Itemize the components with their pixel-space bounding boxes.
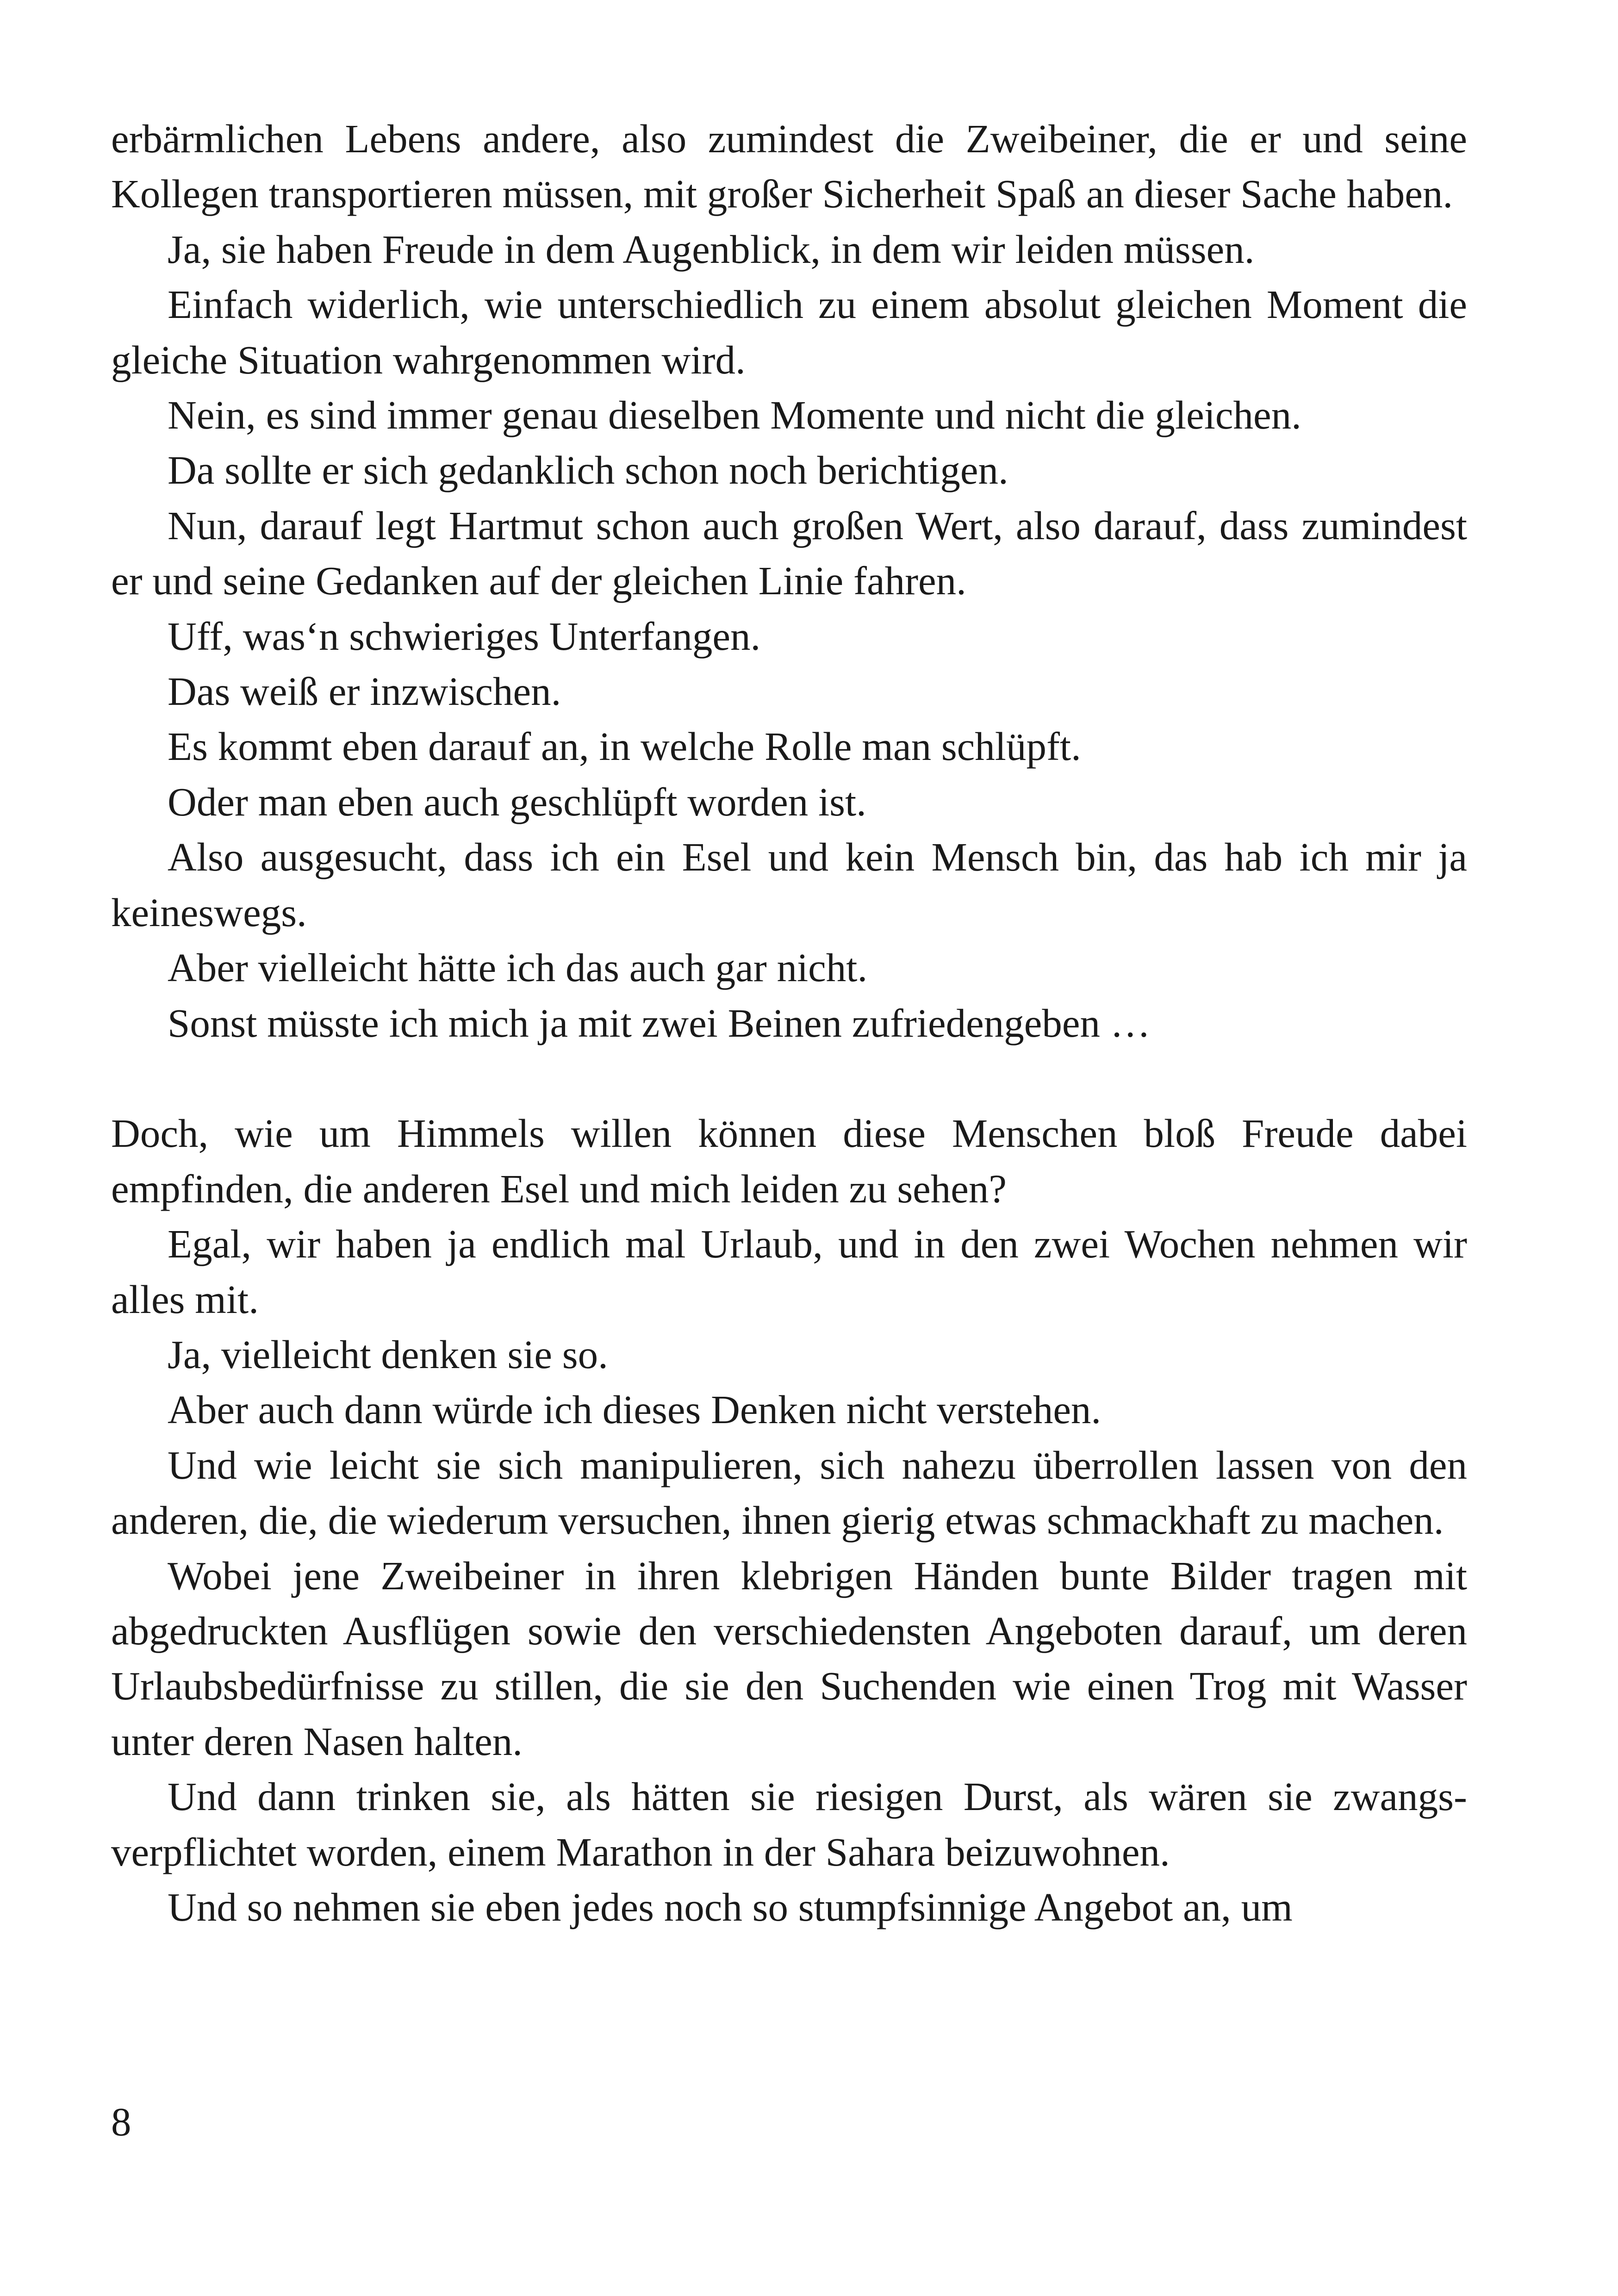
paragraph: Also ausgesucht, dass ich ein Esel und kein Mensch bin, das hab ich mir ja keineswegs. bbox=[111, 834, 1467, 935]
page-number: 8 bbox=[111, 2099, 131, 2144]
paragraph: Oder man eben auch geschlüpft worden ist. bbox=[168, 779, 866, 824]
paragraph: Und dann trinken sie, als hätten sie riesigen Durst, als wären sie zwangsverpflichtet worden, einem Marathon in der Sahara beizuwohnen. bbox=[111, 1774, 1467, 1874]
paragraph: Ja, vielleicht denken sie so. bbox=[168, 1332, 608, 1377]
paragraph: Es kommt eben darauf an, in welche Rolle man schlüpft. bbox=[168, 724, 1081, 769]
paragraph: Wobei jene Zweibeiner in ihren klebrigen Händen bunte Bilder tragen mit abgedruckten Ausflügen sowie den verschiedensten Angeboten darauf, um deren Urlaubsbedürfnisse zu stillen, die sie den Suchenden wie einen Trog mit Wasser unter deren Nasen halten. bbox=[111, 1553, 1467, 1764]
paragraph: Nein, es sind immer genau dieselben Momente und nicht die gleichen. bbox=[168, 392, 1301, 438]
paragraph: Uff, was‘n schwieriges Unterfangen. bbox=[168, 613, 761, 659]
paragraph: erbärmlichen Lebens andere, also zumindest die Zweibeiner, die er und seine Kollegen transportieren müssen, mit großer Sicherheit Spaß an dieser Sache haben. bbox=[111, 116, 1467, 217]
paragraph: Sonst müsste ich mich ja mit zwei Beinen zufriedengeben … bbox=[168, 1000, 1151, 1045]
paragraph: Ja, sie haben Freude in dem Augenblick, in dem wir leiden müssen. bbox=[168, 226, 1255, 272]
paragraph: Und so nehmen sie eben jedes noch so stumpfsinnige Angebot an, um bbox=[168, 1884, 1293, 1929]
paragraph: Nun, darauf legt Hartmut schon auch großen Wert, also darauf, dass zumindest er und seine Gedanken auf der gleichen Linie fahren. bbox=[111, 503, 1467, 604]
paragraph: Und wie leicht sie sich manipulieren, sich nahezu überrollen lassen von den anderen, die, die wiederum versuchen, ihnen gierig etwas schmackhaft zu machen. bbox=[111, 1442, 1467, 1543]
paragraph: Das weiß er inzwischen. bbox=[168, 669, 561, 714]
paragraph: Egal, wir haben ja endlich mal Urlaub, und in den zwei Wochen nehmen wir alles mit. bbox=[111, 1221, 1467, 1322]
paragraph: Doch, wie um Himmels willen können diese Menschen bloß Freude dabei empfinden, die anderen Esel und mich leiden zu sehen? bbox=[111, 1111, 1467, 1211]
paragraph: Aber auch dann würde ich dieses Denken nicht verstehen. bbox=[168, 1387, 1101, 1432]
body-text bbox=[111, 111, 1467, 1935]
paragraph: Da sollte er sich gedanklich schon noch berichtigen. bbox=[168, 448, 1008, 493]
paragraph: Aber vielleicht hätte ich das auch gar nicht. bbox=[168, 945, 868, 990]
paragraph: Einfach widerlich, wie unterschiedlich zu einem absolut gleichen Moment die gleiche Situation wahrgenommen wird. bbox=[111, 282, 1467, 382]
